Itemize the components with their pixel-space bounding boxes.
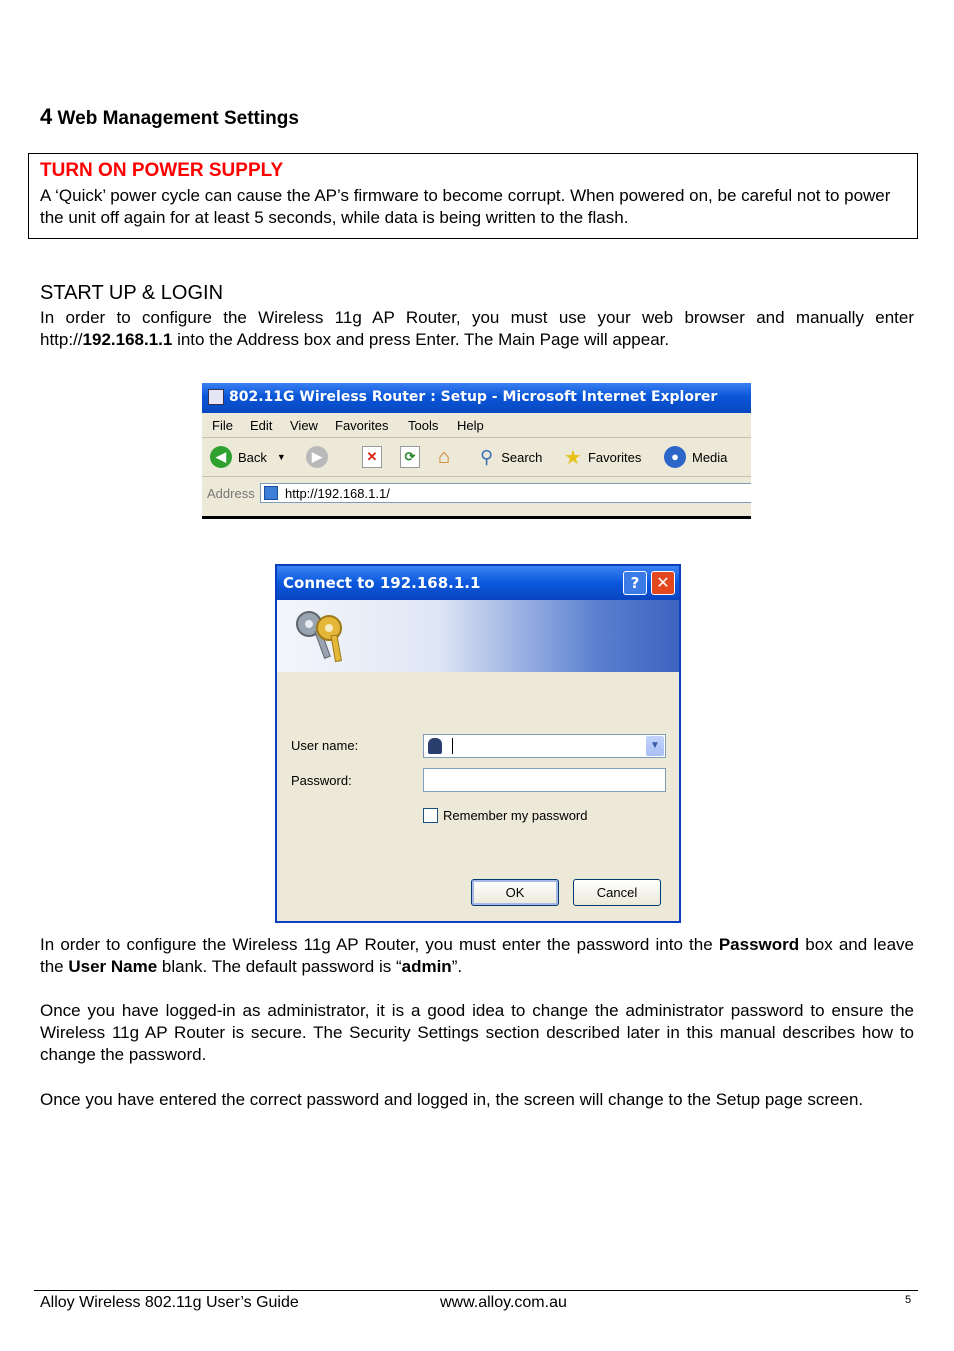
setup-paragraph: Once you have entered the correct password and logged in, the screen will change to the Setup page screen. [40,1090,864,1109]
media-icon: ● [664,446,686,468]
address-bar [202,483,751,505]
menu-file[interactable]: File [212,418,233,433]
page-number: 5 [905,1294,912,1306]
menu-view[interactable]: View [290,418,318,433]
address-url: http://192.168.1.1/ [285,486,390,501]
section-title: Web Management Settings [57,108,299,129]
ok-button[interactable]: OK [471,879,559,906]
ip-address: 192.168.1.1 [82,330,173,349]
dialog-banner [277,600,679,672]
remember-password-label: Remember my password [443,808,588,823]
home-icon: ⌂ [438,445,451,468]
close-button[interactable]: ✕ [651,571,675,595]
menu-edit[interactable]: Edit [250,418,273,433]
home-button[interactable] [438,445,450,469]
help-button[interactable]: ? [623,571,647,595]
favorites-label: Favorites [587,449,642,465]
media-button[interactable] [664,445,727,469]
search-label: Search [501,449,543,465]
refresh-button[interactable] [400,445,420,469]
stop-icon: ✕ [362,446,382,468]
text-caret [452,738,453,754]
warning-title: TURN ON POWER SUPPLY [40,160,284,181]
intro-text-c: into the Address box and press Enter. The Main Page will appear. [172,330,670,349]
back-arrow-icon: ◀ [210,446,232,468]
address-input[interactable] [260,483,751,503]
menu-help[interactable]: Help [457,418,484,433]
keys-icon [293,608,363,664]
forward-arrow-icon: ▶ [306,446,328,468]
password-field[interactable] [423,768,666,792]
para2-password: Password [718,935,800,954]
startup-login-title: START UP & LOGIN [40,282,224,304]
security-paragraph: Once you have logged-in as administrator, it is a good idea to change the administrator password to ensure the Wireless 11g AP Router is secure. The Security Settings section described later in this manual describes how to change the password. [40,1001,914,1064]
intro-paragraph [40,307,914,351]
browser-menu-bar [202,413,751,438]
footer-website: www.alloy.com.au [440,1294,567,1311]
section-number: 4 [40,104,53,129]
para2-text-c: box and leave the [40,935,914,976]
ie-page-icon [208,389,224,405]
cancel-button[interactable]: Cancel [573,879,661,906]
section-heading [40,104,299,130]
username-field[interactable] [423,734,666,758]
menu-tools[interactable]: Tools [408,418,439,433]
browser-title-bar [202,383,751,413]
address-label: Address [207,486,255,501]
para2-text-a: In order to configure the Wireless 11g AP Router, you must enter the password into the [40,935,719,954]
footer-guide-title: Alloy Wireless 802.11g User’s Guide [40,1294,299,1311]
username-label: User name: [291,738,359,753]
stop-button[interactable] [362,445,382,469]
para2-text-g: ”. [451,957,463,976]
browser-screenshot [202,383,751,519]
back-button[interactable] [210,445,286,469]
para2-username: User Name [68,957,158,976]
intro-text-a: In order to configure the Wireless 11g AP Router, you must use your web browser and manually enter http:// [40,308,914,349]
search-icon: ⚲ [480,446,494,467]
dialog-title: Connect to 192.168.1.1 [283,574,481,592]
browser-toolbar [202,438,751,477]
dialog-title-bar [277,566,679,600]
user-icon [428,738,442,754]
warning-text: A ‘Quick’ power cycle can cause the AP’s firmware to become corrupt. When powered on, be careful not to power the unit off again for at least 5 seconds, while data is being written to the flash. [40,186,891,227]
forward-button[interactable] [306,445,328,469]
remember-password-checkbox[interactable] [423,808,438,823]
favorites-button[interactable] [564,445,641,469]
password-paragraph [40,934,914,978]
password-label: Password: [291,773,352,788]
para2-admin: admin [401,957,452,976]
connect-dialog [275,564,681,923]
browser-title: 802.11G Wireless Router : Setup - Microsoft Internet Explorer [229,389,718,405]
chevron-down-icon[interactable]: ▼ [646,736,664,756]
chevron-down-icon: ▼ [276,452,286,462]
page-icon [264,486,278,500]
refresh-icon: ⟳ [400,446,420,468]
search-button[interactable] [480,445,542,469]
media-label: Media [692,449,728,465]
back-label: Back [238,449,267,465]
menu-favorites[interactable]: Favorites [335,418,389,433]
footer-rule [34,1290,918,1291]
star-icon: ★ [564,446,582,469]
para2-text-e: blank. The default password is “ [157,957,402,976]
